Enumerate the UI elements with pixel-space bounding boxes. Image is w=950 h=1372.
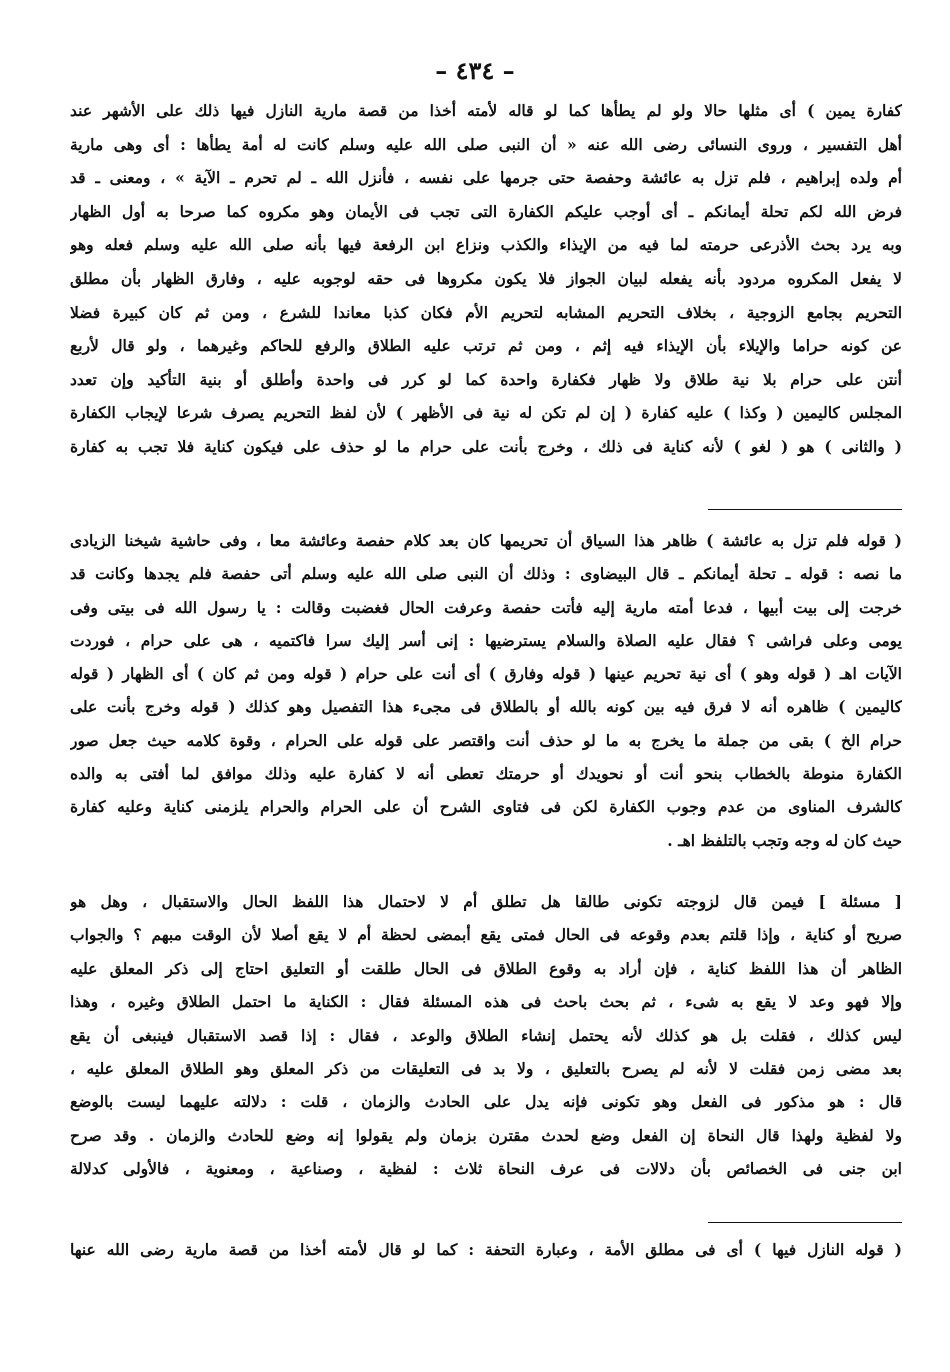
text-line: فرض الله لكم تحلة أيمانكم ـ أى أوجب عليكم الكفارة التى تجب فى الأيمان وهو مكروه كما صرحا به أول الظهار [70, 201, 902, 221]
footnote-line: صريح أو كناية ، وإذا قلتم بعدم وقوعه فى الحال فمتى يقع أبمضى لحظة أم لا يقع أصلا لأن الوقت مبهم ؟ والجواب [70, 925, 902, 945]
footnote-line: ما نصه : قوله ـ تحلة أيمانكم ـ قال البيضاوى : وذلك أن النبى صلى الله عليه وسلم أتى حفصة فلم يجدها وكانت قد [70, 564, 902, 584]
footnote-line: الكفارة منوطة بالخطاب بنحو أنت أو نحويدك أو حرمتك تعطى أنه لا كفارة عليه وذلك موافق لما أفتى به والده [70, 764, 902, 784]
footnote-line: خرجت إلى بيت أبيها ، فدعا أمته مارية إليه فأتت حفصة وعرفت الحال فغضبت وقالت : يا رسول الله فى بيتى وفى [70, 597, 902, 617]
text-line: التحريم بجامع الزوجية ، بخلاف التحريم المشابه لتحريم الأم فكان كذبا معاندا للشرع ، ومن ثم كان كبيرة فضلا [70, 302, 902, 322]
text-line: كفارة يمين ) أى مثلها حالا ولو لم يطأها كما لو قاله لأمته أخذا من قصة مارية النازل فيها ذلك على الأشهر عند [70, 101, 902, 120]
text-line: المجلس كاليمين ( وكذا ) عليه كفارة ( إن لم تكن له نية فى الأظهر ) لأن لفظ التحريم يصرف شرعا لإيجاب الكفارة [70, 403, 902, 423]
footnote-line: بعد مضى زمن فقلت لا لأنه لم يصرح بالتعليق ، ولا بد فى التعليقات من ذكر المعلق وهو الطلاق المعلق عليه ، [70, 1058, 902, 1078]
footnote-line: [ مسئلة ] فيمن قال لزوجته تكونى طالقا هل تطلق أم لا لاحتمال هذا اللفظ الحال والاستقبال ، وهل هو [70, 892, 902, 911]
footnote-masala [70, 885, 902, 1186]
footnote-line: ( قوله النازل فيها ) أى فى مطلق الأمة ، وعبارة التحفة : كما لو قال لأمته أخذا من قصة مارية رضى الله عنها [70, 1240, 902, 1259]
footnote-bottom [70, 1233, 902, 1267]
text-line: أهل التفسير ، وروى النسائى رضى الله عنه « أن النبى صلى الله عليه وسلم كانت له أمة يطأها : أى وهى مارية [70, 134, 902, 154]
footnote-line: قال : هو مذكور فى الفعل وهو تكونى فإنه يدل على الحادث والزمان ، قلت : دلالته عليهما ليست بالوضع [70, 1092, 902, 1112]
footnote-line: ( قوله فلم تزل به عائشة ) ظاهر هذا السياق أن تحريمها كان بعد كلام حفصة وعائشة معا ، وفى حاشية شيخنا الزيادى [70, 531, 902, 550]
text-line: وبه يرد بحث الأذرعى حرمته لما فيه من الإيذاء والكذب ونزاع ابن الرفعة فيها بأنه صلى الله عليه وسلم فعله وهو [70, 235, 902, 255]
footnote-line: يومى وعلى فراشى ؟ فقال عليه الصلاة والسلام يسترضيها : إنى أسر إليك سرا فاكتميه ، هى على حرام ، فوردت [70, 630, 902, 650]
footnote-line: ليس كذلك ، فقلت بل هو كذلك لأنه يحتمل إنشاء الطلاق والوعد ، فقال : إذا قصد الاستقبال فينبغى أن يقع [70, 1025, 902, 1045]
footnote-line: حرام الخ ) بقى من جملة ما يخرج به ما لو حذف أنت واقتصر على قوله على الحرام ، وقوة كلامه حيث جعل صور [70, 730, 902, 750]
footnote-line: الظاهر أن هذا اللفظ كناية ، فإن أراد به وقوع الطلاق فى الحال طلقت أو التعليق احتاج إلى ذكر المعلق عليه [70, 958, 902, 978]
footnote-line: كاليمين ) ظاهره أنه لا فرق فيه بين كونه بالله أو بالطلاق فى مجىء هذا التفصيل وهو كذلك ( قوله وخرج بأنت على [70, 697, 902, 717]
footnote-separator [708, 509, 902, 510]
text-line: عن كونه حراما والإيلاء بأن الإيذاء فيه إثم ، ومن ثم ترتب عليه الطلاق والرفع للحاكم وغيرهما ، ولو قال لأربع [70, 336, 902, 356]
footnote-line: الآيات اهـ ( قوله وهو ) أى نية تحريم عينها ( قوله وفارق ) أى أنت على حرام ( قوله ومن ثم كان ) أى الظهار ( قوله [70, 664, 902, 684]
text-line: أم ولده إبراهيم ، فلم تزل به عائشة وحفصة حتى جرمها على نفسه ، فأنزل الله ـ لم تحرم ـ الآية » ، ومعنى ـ قد [70, 168, 902, 188]
footnote-line: ابن جنى فى الخصائص بأن دلالات فى عرف النحاة ثلاث : لفظية ، وصناعية ، ومعنوية ، فالأولى كدلالة [70, 1159, 902, 1179]
footnote-line: كالشرف المناوى من عدم وجوب الكفارة لكن فى فتاوى الشرح أن على الحرام والحرام يلزمنى كناية وعليه كفارة [70, 797, 902, 817]
footnote-line: حيث كان له وجه وتجب بالتلفظ اهـ . [667, 830, 902, 850]
footnote-commentary [70, 524, 902, 857]
main-text [70, 94, 902, 464]
footnote-separator [708, 1222, 902, 1223]
text-line: لا يفعل المكروه مردود بأنه يفعله لبيان الجواز فلا يكون مكروها فى حقه لوجوبه عليه ، وفارق الظهار بأن مطلق [70, 268, 902, 288]
text-line: أنتن على حرام بلا نية طلاق ولا ظهار فكفارة واحدة كما لو كرر فى واحدة وأطلق أو بنية التأكيد وإن تعدد [70, 369, 902, 389]
text-line: ( والثانى ) هو ( لغو ) لأنه كناية فى ذلك ، وخرج بأنت على حرام ما لو حذف على فيكون كناية فلا تجب به كفارة [70, 436, 902, 456]
page-number: – ٤٣٤ – [435, 56, 515, 85]
footnote-line: وإلا فهو وعد لا يقع به شىء ، ثم بحث باحث فى هذه المسئلة فقال : الكناية ما احتمل الطلاق وغيره ، وهذا [70, 992, 902, 1012]
footnote-line: ولا لفظية ولهذا قال النحاة إن الفعل وضع لحدث مقترن بزمان ولم يقولوا إنه وضع للحادث والزمان . وقد صرح [70, 1125, 902, 1145]
